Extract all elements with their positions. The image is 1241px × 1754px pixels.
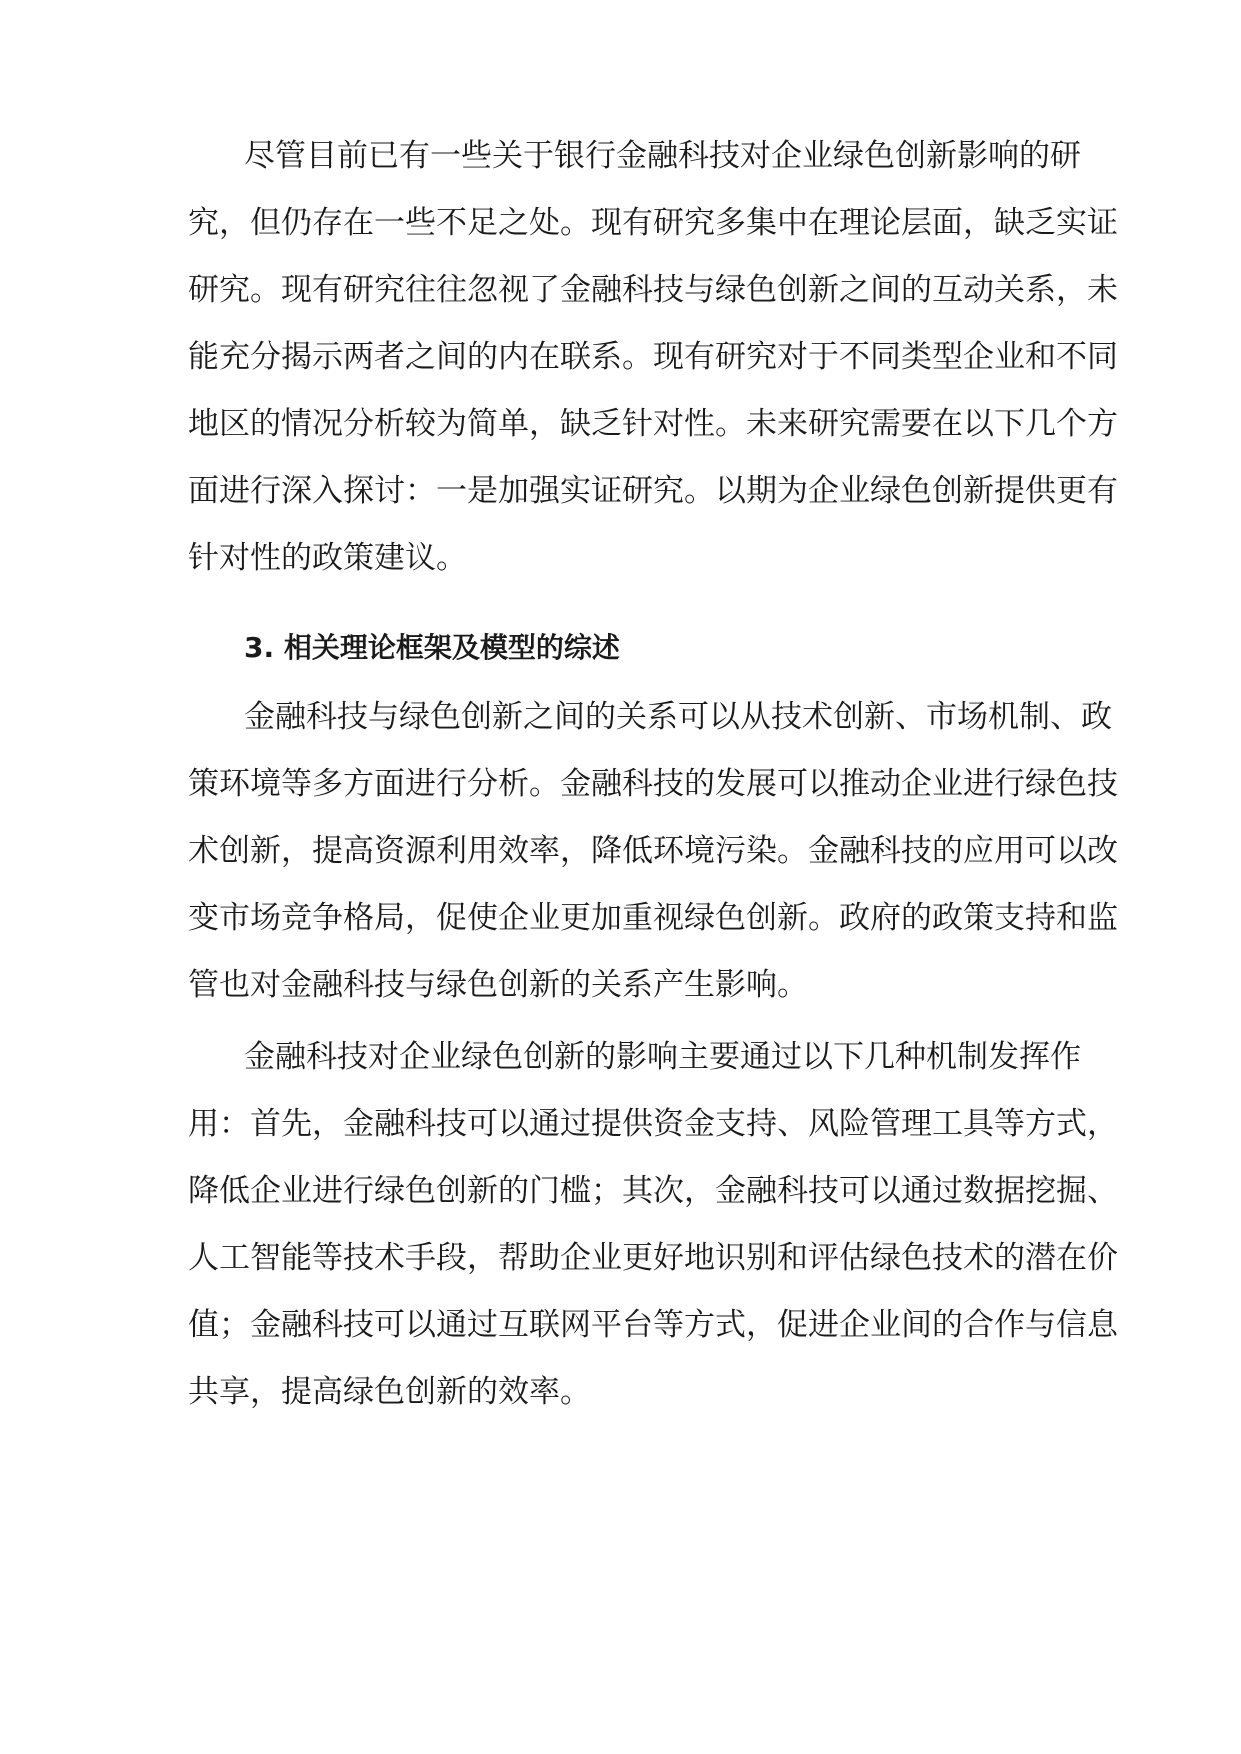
paragraph-line: 变市场竞争格局，促使企业更加重视绿色创新。政府的政策支持和监 (188, 900, 1118, 936)
paragraph-line: 面进行深入探讨：一是加强实证研究。以期为企业绿色创新提供更有 (188, 473, 1118, 509)
section-heading: 3. 相关理论框架及模型的综述 (244, 631, 620, 664)
paragraph-line: 地区的情况分析较为简单，缺乏针对性。未来研究需要在以下几个方 (188, 406, 1118, 442)
paragraph-line: 策环境等多方面进行分析。金融科技的发展可以推动企业进行绿色技 (188, 766, 1118, 802)
paragraph-line: 能充分揭示两者之间的内在联系。现有研究对于不同类型企业和不同 (188, 339, 1118, 375)
paragraph-line: 术创新，提高资源利用效率，降低环境污染。金融科技的应用可以改 (188, 833, 1118, 869)
paragraph-line: 金融科技与绿色创新之间的关系可以从技术创新、市场机制、政 (244, 699, 1112, 735)
paragraph-line: 金融科技对企业绿色创新的影响主要通过以下几种机制发挥作 (244, 1039, 1081, 1075)
paragraph-line: 管也对金融科技与绿色创新的关系产生影响。 (188, 967, 808, 1003)
paragraph-line: 降低企业进行绿色创新的门槛；其次，金融科技可以通过数据挖掘、 (188, 1173, 1118, 1209)
paragraph-line: 针对性的政策建议。 (188, 540, 467, 576)
paragraph-line: 研究。现有研究往往忽视了金融科技与绿色创新之间的互动关系，未 (188, 272, 1118, 308)
paragraph-line: 用：首先，金融科技可以通过提供资金支持、风险管理工具等方式， (188, 1106, 1118, 1142)
paragraph-line: 共享，提高绿色创新的效率。 (188, 1374, 591, 1410)
paragraph-line: 人工智能等技术手段，帮助企业更好地识别和评估绿色技术的潜在价 (188, 1240, 1118, 1276)
paragraph-line: 尽管目前已有一些关于银行金融科技对企业绿色创新影响的研 (244, 138, 1081, 174)
paragraph-line: 值；金融科技可以通过互联网平台等方式，促进企业间的合作与信息 (188, 1307, 1118, 1343)
paragraph-line: 究，但仍存在一些不足之处。现有研究多集中在理论层面，缺乏实证 (188, 205, 1118, 241)
